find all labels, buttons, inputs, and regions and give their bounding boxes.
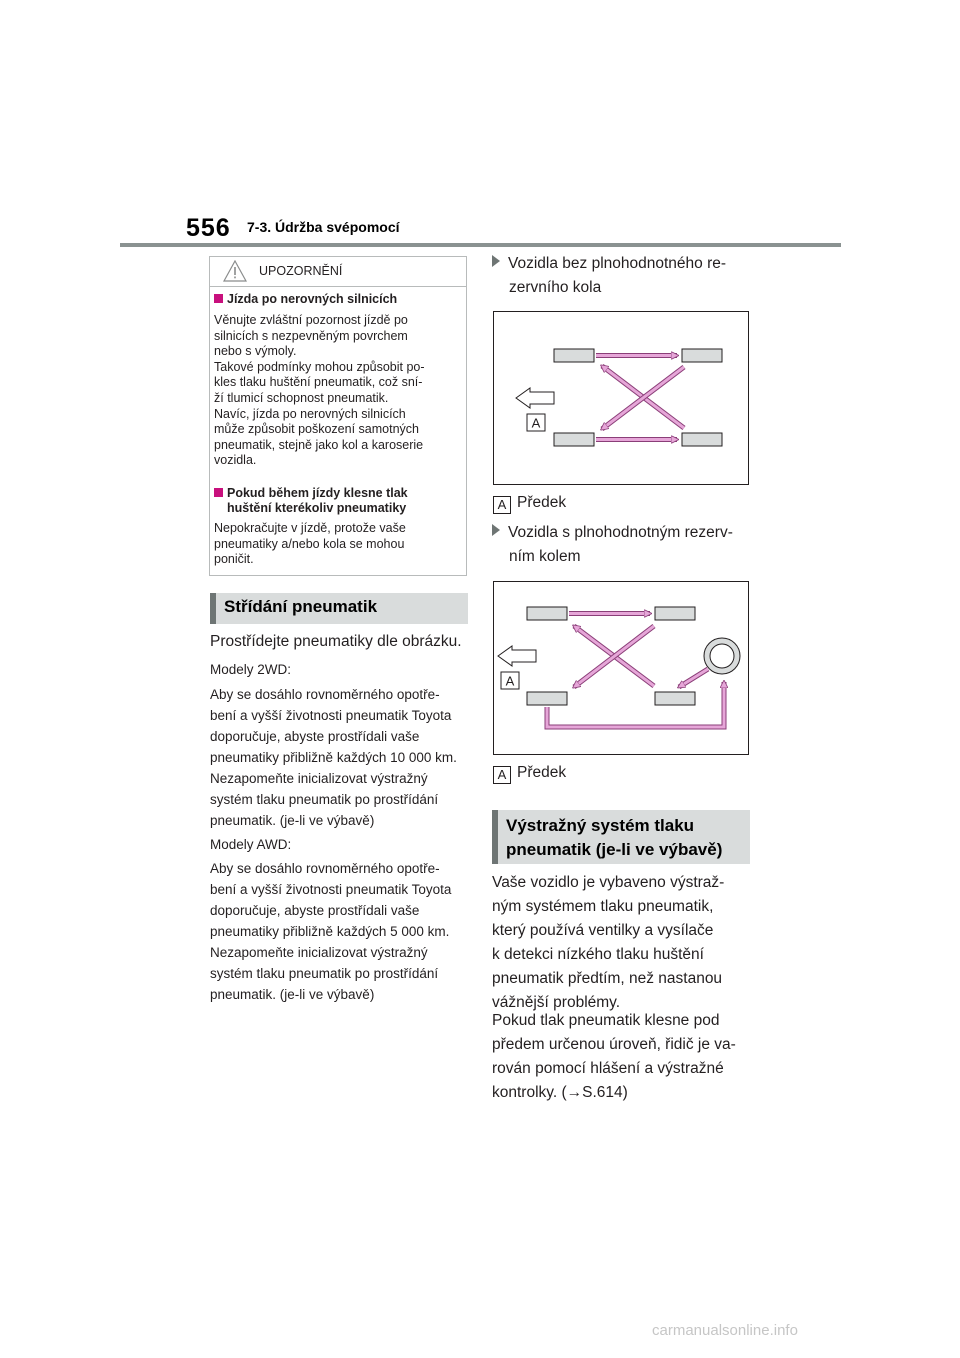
rotation-intro: Prostřídejte pneumatiky dle obrázku. <box>210 633 462 650</box>
front-arrow-icon <box>516 388 554 408</box>
diagram-svg <box>494 312 748 484</box>
watermark: carmanualsonline.info <box>652 1322 798 1339</box>
bullet-arrow-icon <box>492 524 500 536</box>
warning-triangle-icon <box>223 260 247 282</box>
section-heading-tpws: Výstražný systém tlaku pneumatik (je-li ve výbavě) <box>492 810 750 864</box>
warning-item-2 <box>214 486 464 568</box>
warning-item-heading: Pokud během jízdy klesne tlak huštění kterékoliv pneumatiky <box>214 486 464 516</box>
page-number: 556 <box>186 214 231 242</box>
rotation-diagram-with-spare <box>493 581 749 755</box>
warning-item-text: Věnujte zvláštní pozornost jízdě po silnicích s nezpevněným povrchem nebo s výmoly. Takové podmínky mohou způsobit po- kles tlaku huštění pneumatik, což sní- ží tlumicí schopnost pneumatik. Navíc, jízda po nerovných silnicích může způsobit poškození samotných pneumatik, stejně jako kol a karoserie vozidla. <box>214 313 425 468</box>
legend-2: A Předek <box>493 764 566 784</box>
warning-header <box>209 256 467 287</box>
bullet-spare: Vozidla s plnohodnotným rezerv- ním kolem <box>492 521 762 569</box>
tire-rear-left <box>554 433 594 446</box>
label-awd: Modely AWD: <box>210 837 292 852</box>
reminder-awd: Nezapomeňte inicializovat výstražný systém tlaku pneumatik po prostřídání pneumatik. (je-li ve výbavě) <box>210 945 439 1002</box>
label-2wd: Modely 2WD: <box>210 662 292 677</box>
tire-front-right <box>655 607 695 620</box>
warning-title: UPOZORNĚNÍ <box>259 264 343 278</box>
diagram-svg <box>494 582 748 754</box>
tire-rear-right <box>655 692 695 705</box>
tire-front-left <box>527 607 567 620</box>
reminder-2wd: Nezapomeňte inicializovat výstražný systém tlaku pneumatik po prostřídání pneumatik. (je-li ve výbavě) <box>210 771 439 828</box>
page-reference-link[interactable]: kontrolky. (→S.614) <box>492 1084 628 1101</box>
warning-item-text: Nepokračujte v jízdě, protože vaše pneumatiky a/nebo kola se mohou poničit. <box>214 521 406 567</box>
warning-item-heading: Jízda po nerovných silnicích <box>214 292 464 307</box>
paragraph-2wd: Aby se dosáhlo rovnoměrného opotře- bení a vyšší životnosti pneumatik Toyota doporučuje, abyste prostřídali vaše pneumatiky přibližně každých 10 000 km. <box>210 687 457 765</box>
section-title: 7-3. Údržba svépomocí <box>247 219 400 235</box>
warning-item-1 <box>214 292 464 469</box>
section-heading-rotation: Střídání pneumatik <box>210 593 468 624</box>
tire-rear-right <box>682 433 722 446</box>
diagram-marker-a: A <box>505 673 515 689</box>
legend-marker: A <box>493 496 511 514</box>
legend-marker: A <box>493 766 511 784</box>
arrow-spare-out <box>547 682 724 727</box>
tire-front-left <box>554 349 594 362</box>
tire-rear-left <box>527 692 567 705</box>
tpws-paragraph-1: Vaše vozidlo je vybaveno výstraž- ným systémem tlaku pneumatik, který používá ventilky a vysílače k detekci nízkého tlaku huštění pneumatik předtím, než nastanou vážnější problémy. <box>492 874 725 1011</box>
paragraph-awd: Aby se dosáhlo rovnoměrného opotře- bení a vyšší životnosti pneumatik Toyota doporučuje, abyste prostřídali vaše pneumatiky přibližně každých 5 000 km. <box>210 861 452 939</box>
rotation-diagram-no-spare <box>493 311 749 485</box>
legend-1: A Předek <box>493 494 566 514</box>
header-rule <box>120 243 841 247</box>
bullet-arrow-icon <box>492 255 500 267</box>
front-arrow-icon <box>498 646 536 666</box>
bullet-no-spare: Vozidla bez plnohodnotného re- zervního kola <box>492 252 762 300</box>
tire-front-right <box>682 349 722 362</box>
tpws-paragraph-2: Pokud tlak pneumatik klesne pod předem určenou úroveň, řidič je va- rován pomocí hlášení a výstražné kontrolky. (→S.614) <box>492 1009 762 1105</box>
diagram-marker-a: A <box>531 415 541 431</box>
